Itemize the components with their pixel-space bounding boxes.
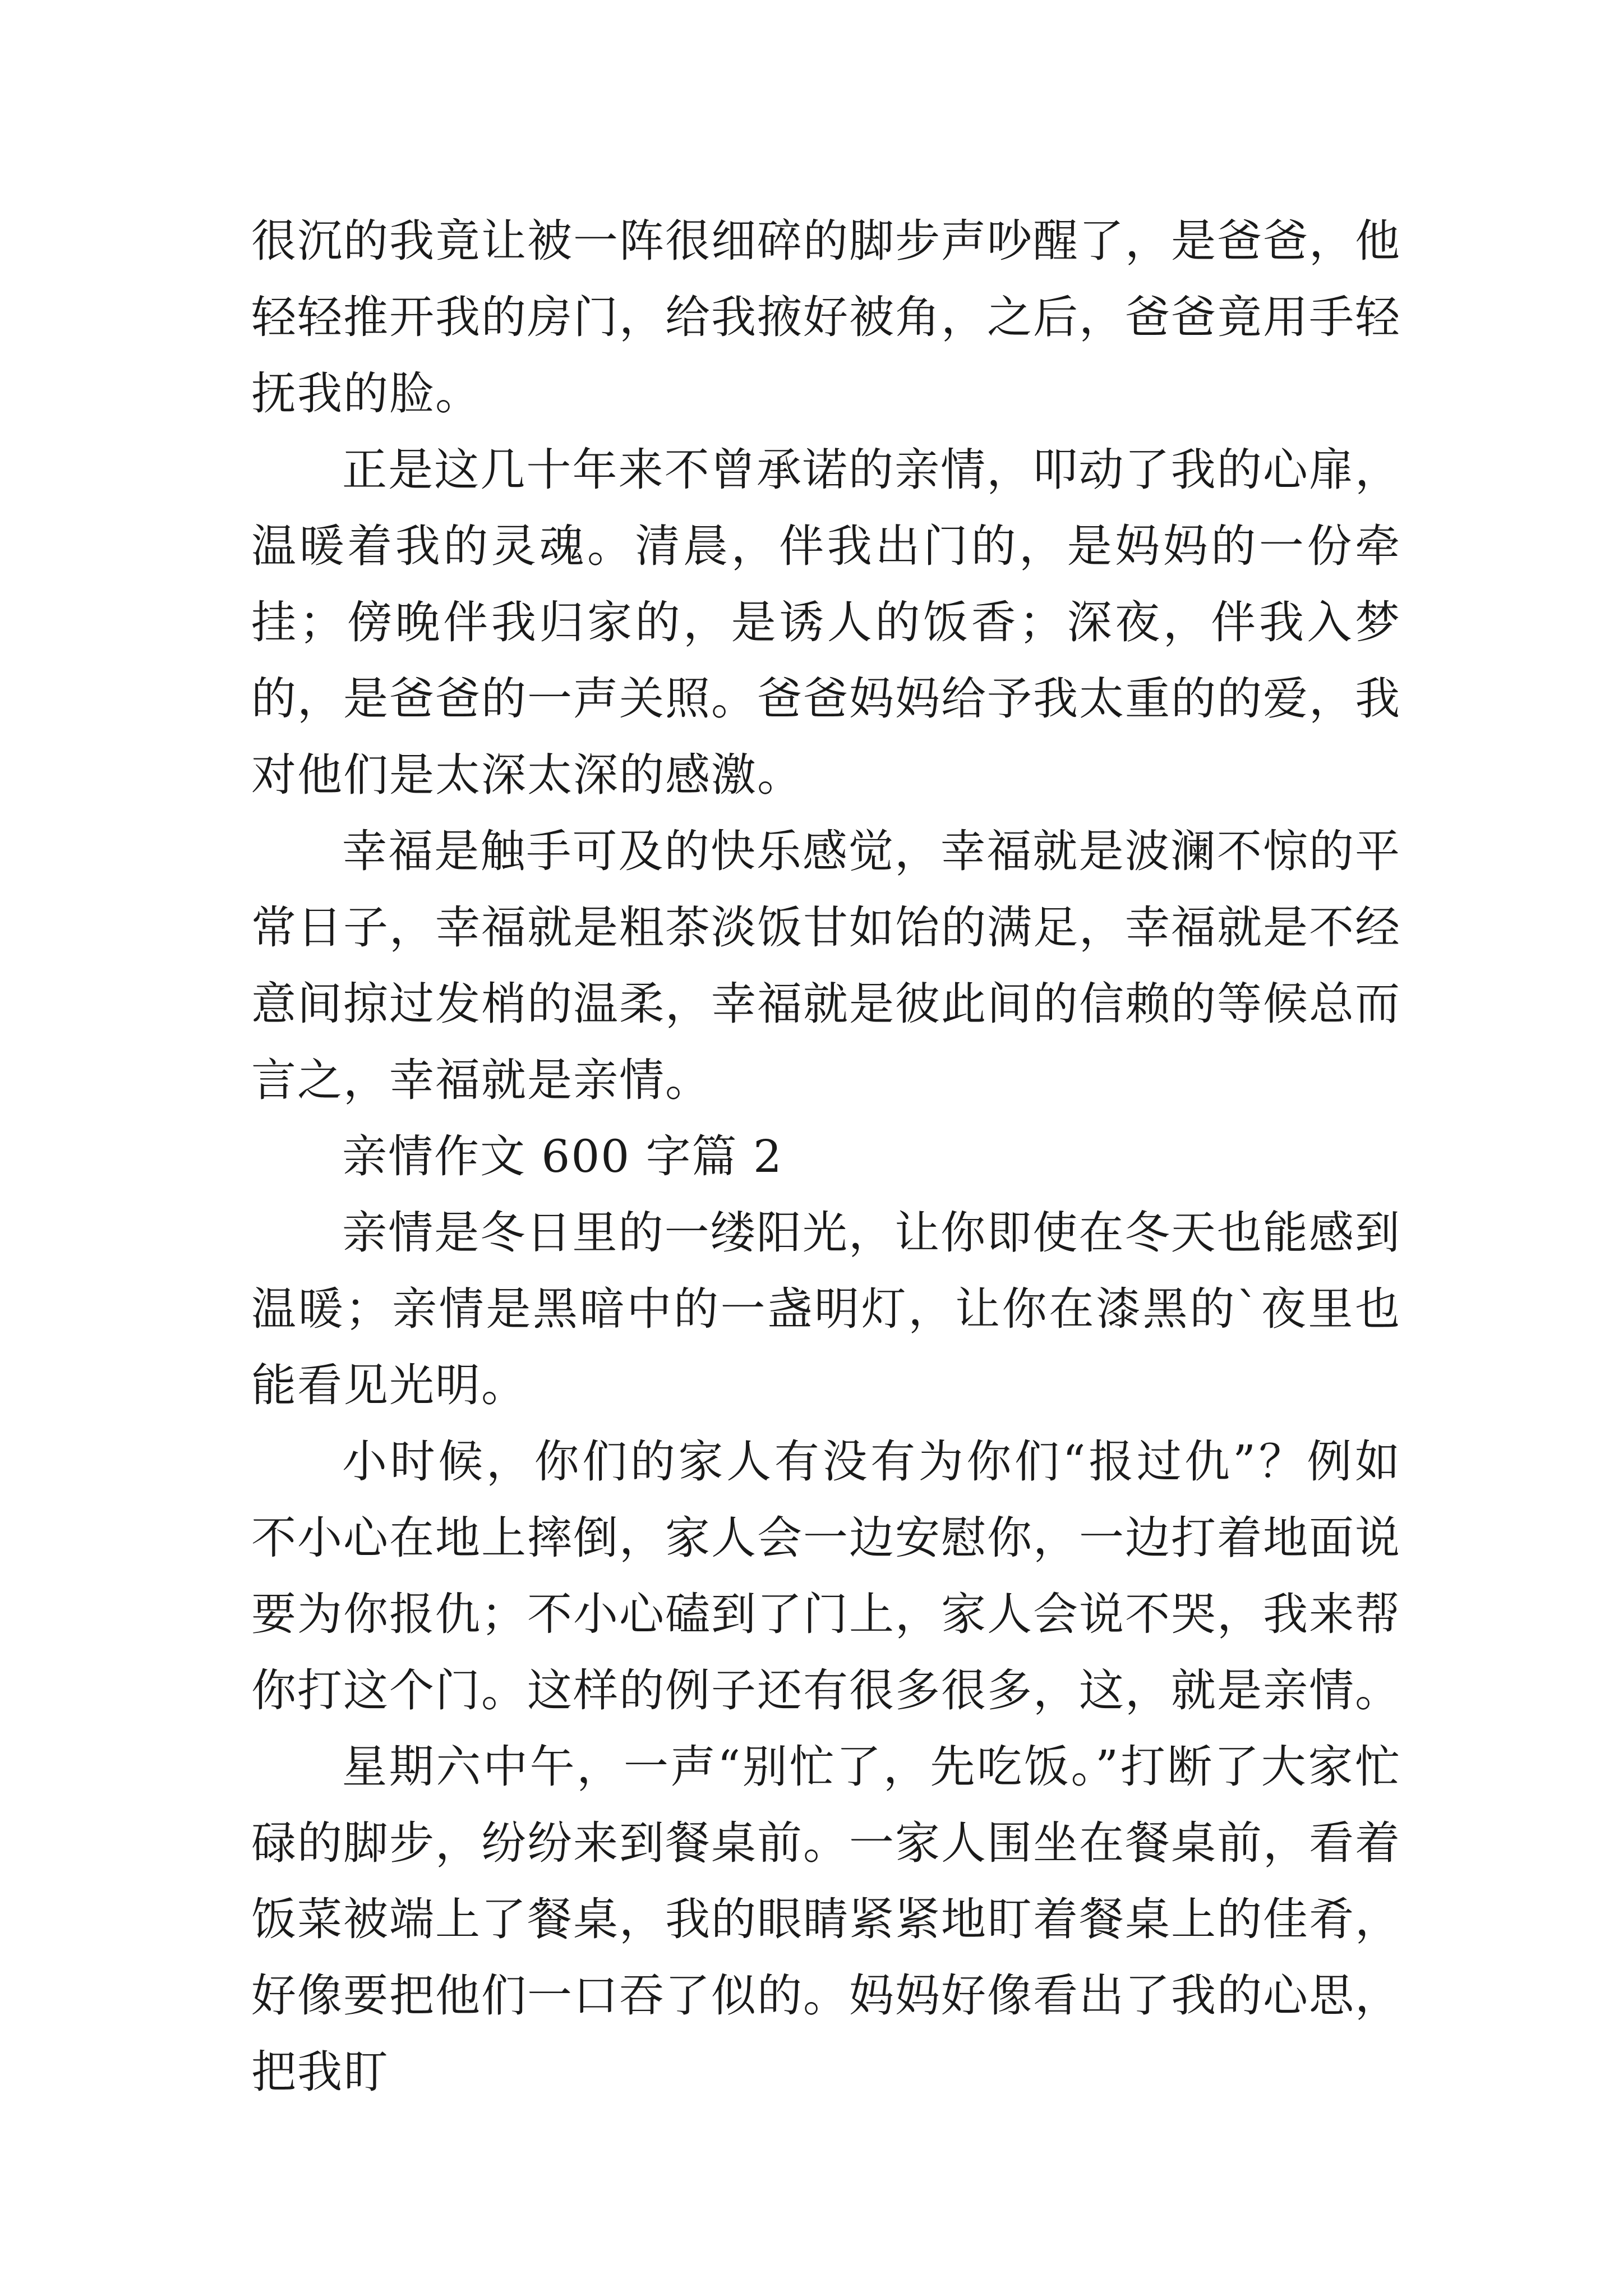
paragraph-4: 亲情是冬日里的一缕阳光，让你即使在冬天也能感到温暖；亲情是黑暗中的一盏明灯，让你在漆黑的`夜里也能看见光明。	[251, 1207, 1401, 1411]
section-heading: 亲情作文 600 字篇 2	[342, 1130, 783, 1182]
paragraph-3: 幸福是触手可及的快乐感觉，幸福就是波澜不惊的平常日子，幸福就是粗茶淡饭甘如饴的满足，幸福就是不经意间掠过发梢的温柔，幸福就是彼此间的信赖的等候总而言之，幸福就是亲情。	[251, 825, 1401, 1106]
paragraph-6: 星期六中午，一声“别忙了，先吃饭。”打断了大家忙碌的脚步，纷纷来到餐桌前。一家人围坐在餐桌前，看着饭菜被端上了餐桌，我的眼睛紧紧地盯着餐桌上的佳肴，好像要把他们一口吞了似的。妈妈好像看出了我的心思，把我盯	[251, 1741, 1401, 2098]
document-body	[251, 203, 1401, 2110]
paragraph-1: 很沉的我竟让被一阵很细碎的脚步声吵醒了，是爸爸，他轻轻推开我的房门，给我掖好被角，之后，爸爸竟用手轻抚我的脸。	[251, 215, 1401, 420]
paragraph-2: 正是这几十年来不曾承诺的亲情，叩动了我的心扉，温暖着我的灵魂。清晨，伴我出门的，是妈妈的一份牵挂；傍晚伴我归家的，是诱人的饭香；深夜，伴我入梦的，是爸爸的一声关照。爸爸妈妈给予我太重的的爱，我对他们是太深太深的感激。	[251, 444, 1401, 801]
paragraph-5: 小时候，你们的家人有没有为你们“报过仇”？例如不小心在地上摔倒，家人会一边安慰你，一边打着地面说要为你报仇；不小心磕到了门上，家人会说不哭，我来帮你打这个门。这样的例子还有很多很多，这，就是亲情。	[251, 1435, 1401, 1717]
